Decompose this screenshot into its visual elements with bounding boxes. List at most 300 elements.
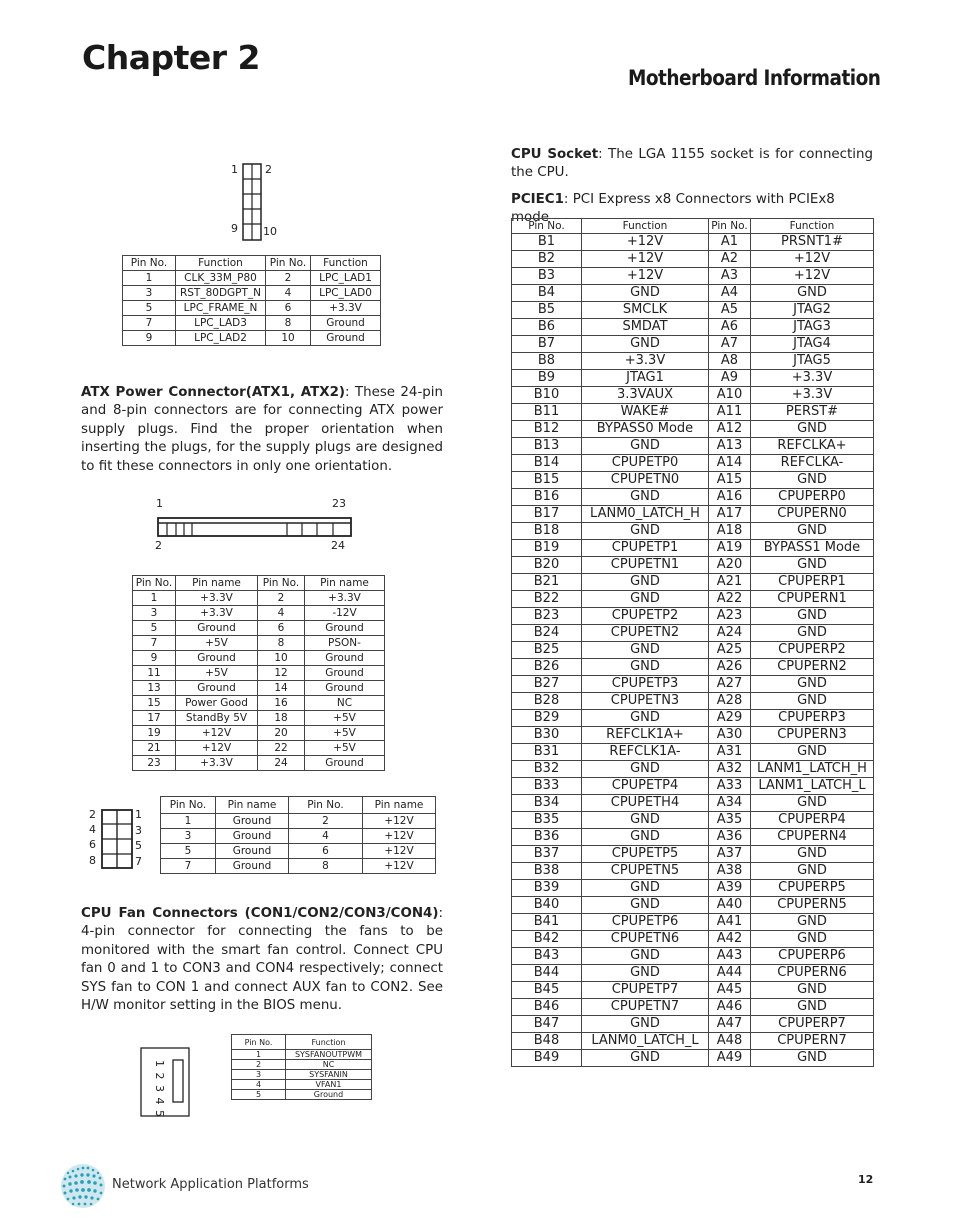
- lpc-pin-table: [122, 255, 381, 346]
- table-cell: 19: [133, 726, 176, 741]
- table-cell: GND: [582, 880, 709, 897]
- table-cell: A21: [709, 574, 751, 591]
- table-row: [512, 523, 874, 540]
- table-cell: B44: [512, 965, 582, 982]
- table-row: [512, 693, 874, 710]
- table-cell: VFAN1: [286, 1080, 372, 1090]
- table-row: [512, 608, 874, 625]
- table-cell: 4: [266, 286, 311, 301]
- table-cell: +3.3V: [305, 591, 385, 606]
- table-cell: CPUPETN2: [582, 625, 709, 642]
- globe-logo-icon: [60, 1163, 106, 1209]
- table-cell: B36: [512, 829, 582, 846]
- table-cell: B38: [512, 863, 582, 880]
- table-cell: A46: [709, 999, 751, 1016]
- table-cell: 14: [258, 681, 305, 696]
- table-cell: A10: [709, 387, 751, 404]
- pin-label: 1: [231, 163, 238, 176]
- table-cell: A19: [709, 540, 751, 557]
- table-cell: SMCLK: [582, 302, 709, 319]
- table-cell: A9: [709, 370, 751, 387]
- table-cell: NC: [286, 1060, 372, 1070]
- table-cell: GND: [751, 608, 874, 625]
- table-row: [512, 404, 874, 421]
- table-cell: B4: [512, 285, 582, 302]
- table-cell: 10: [266, 331, 311, 346]
- table-cell: 6: [289, 844, 363, 859]
- table-cell: A29: [709, 710, 751, 727]
- table-row: [161, 859, 436, 874]
- table-cell: LANM0_LATCH_L: [582, 1033, 709, 1050]
- table-cell: A38: [709, 863, 751, 880]
- table-cell: GND: [582, 574, 709, 591]
- table-cell: A28: [709, 693, 751, 710]
- table-cell: SMDAT: [582, 319, 709, 336]
- table-cell: B16: [512, 489, 582, 506]
- table-cell: Ground: [216, 859, 289, 874]
- table-cell: GND: [582, 948, 709, 965]
- table-cell: GND: [751, 999, 874, 1016]
- table-row: [512, 302, 874, 319]
- table-cell: B30: [512, 727, 582, 744]
- table-cell: A25: [709, 642, 751, 659]
- table-cell: +5V: [176, 636, 258, 651]
- table-row: [512, 659, 874, 676]
- pin-label: 4: [89, 823, 96, 836]
- table-cell: 22: [258, 741, 305, 756]
- table-cell: +12V: [582, 251, 709, 268]
- table-cell: GND: [751, 523, 874, 540]
- table-cell: CPUPERN6: [751, 965, 874, 982]
- table-row: [512, 948, 874, 965]
- table-cell: B49: [512, 1050, 582, 1067]
- table-cell: CPUPERP6: [751, 948, 874, 965]
- pin-label: 9: [231, 222, 238, 235]
- table-cell: A35: [709, 812, 751, 829]
- table-row: [123, 316, 381, 331]
- table-header-row: Pin No. Function Pin No. Function: [512, 219, 874, 234]
- table-header-row: Pin No. Function Pin No. Function: [123, 256, 381, 271]
- fan-pin-table: [231, 1034, 372, 1100]
- table-row: [512, 761, 874, 778]
- table-cell: B23: [512, 608, 582, 625]
- table-cell: A43: [709, 948, 751, 965]
- table-cell: +3.3V: [176, 606, 258, 621]
- table-cell: PRSNT1#: [751, 234, 874, 251]
- table-cell: WAKE#: [582, 404, 709, 421]
- table-cell: B42: [512, 931, 582, 948]
- table-cell: B2: [512, 251, 582, 268]
- table-cell: GND: [751, 557, 874, 574]
- table-cell: +5V: [176, 666, 258, 681]
- table-cell: A30: [709, 727, 751, 744]
- table-cell: CPUPERP2: [751, 642, 874, 659]
- table-cell: B31: [512, 744, 582, 761]
- table-cell: A32: [709, 761, 751, 778]
- table-cell: GND: [582, 965, 709, 982]
- table-cell: +3.3V: [176, 756, 258, 771]
- section-title: Motherboard Information: [628, 66, 881, 90]
- table-cell: B37: [512, 846, 582, 863]
- table-header-row: Pin No. Pin name Pin No. Pin name: [133, 576, 385, 591]
- pin-label: 2: [155, 539, 162, 552]
- table-row: [512, 812, 874, 829]
- fan-paragraph: CPU Fan Connectors (CON1/CON2/CON3/CON4): 4-pin connector for connecting the fans to be monitored with the smart fan control. Connect CPU fan 0 and 1 to CON3 and CON4 respectively; connect SYS fan to CON 1 and connect AUX fan to CON2. See H/W monitor setting in the BIOS menu.: [81, 906, 443, 1014]
- table-row: [512, 829, 874, 846]
- table-cell: CPUPERP7: [751, 1016, 874, 1033]
- table-cell: LPC_LAD0: [311, 286, 381, 301]
- table-row: [232, 1080, 372, 1090]
- table-row: [512, 421, 874, 438]
- table-cell: A47: [709, 1016, 751, 1033]
- table-cell: 15: [133, 696, 176, 711]
- pin-label: 6: [89, 838, 96, 851]
- table-cell: 2: [232, 1060, 286, 1070]
- table-cell: B11: [512, 404, 582, 421]
- table-cell: 3: [161, 829, 216, 844]
- table-cell: B33: [512, 778, 582, 795]
- table-cell: A41: [709, 914, 751, 931]
- table-row: [133, 651, 385, 666]
- table-row: [133, 621, 385, 636]
- table-cell: SYSFANOUTPWM: [286, 1050, 372, 1060]
- table-cell: +12V: [176, 726, 258, 741]
- table-row: [512, 591, 874, 608]
- table-cell: A42: [709, 931, 751, 948]
- table-row: [232, 1070, 372, 1080]
- table-row: [512, 642, 874, 659]
- table-cell: GND: [751, 421, 874, 438]
- table-row: [123, 286, 381, 301]
- table-cell: +12V: [363, 829, 436, 844]
- table-cell: CPUPERN4: [751, 829, 874, 846]
- table-cell: B24: [512, 625, 582, 642]
- pin-label: 24: [331, 539, 345, 552]
- pin-label: 23: [332, 497, 346, 510]
- table-row: [232, 1060, 372, 1070]
- table-cell: CPUPERP3: [751, 710, 874, 727]
- table-row: [512, 863, 874, 880]
- table-row: [133, 756, 385, 771]
- pin-label: 7: [135, 855, 142, 868]
- table-cell: 4: [232, 1080, 286, 1090]
- table-cell: GND: [582, 591, 709, 608]
- table-cell: GND: [751, 914, 874, 931]
- table-cell: CPUPETN0: [582, 472, 709, 489]
- table-cell: A34: [709, 795, 751, 812]
- table-cell: GND: [582, 523, 709, 540]
- table-cell: CPUPERP5: [751, 880, 874, 897]
- table-cell: LPC_FRAME_N: [176, 301, 266, 316]
- table-cell: 3: [232, 1070, 286, 1080]
- table-cell: -12V: [305, 606, 385, 621]
- table-cell: GND: [582, 438, 709, 455]
- table-cell: GND: [582, 336, 709, 353]
- table-row: [133, 591, 385, 606]
- table-cell: B48: [512, 1033, 582, 1050]
- table-cell: GND: [582, 489, 709, 506]
- table-cell: A6: [709, 319, 751, 336]
- table-row: [512, 268, 874, 285]
- table-cell: +12V: [363, 814, 436, 829]
- table-cell: +3.3V: [751, 387, 874, 404]
- table-cell: B43: [512, 948, 582, 965]
- table-cell: GND: [751, 285, 874, 302]
- table-cell: 10: [258, 651, 305, 666]
- table-cell: 5: [232, 1090, 286, 1100]
- table-cell: 5: [123, 301, 176, 316]
- table-cell: A27: [709, 676, 751, 693]
- table-cell: +5V: [305, 726, 385, 741]
- pin-label: 2: [89, 808, 96, 821]
- table-cell: CPUPETP6: [582, 914, 709, 931]
- table-cell: Ground: [311, 331, 381, 346]
- table-row: [512, 880, 874, 897]
- table-cell: 7: [123, 316, 176, 331]
- table-row: [133, 696, 385, 711]
- table-row: [512, 999, 874, 1016]
- pin-label: 1 2 3 4 5: [153, 1060, 166, 1118]
- pciec-pin-table: [511, 218, 874, 1067]
- table-row: [512, 472, 874, 489]
- table-cell: GND: [751, 693, 874, 710]
- table-row: [512, 710, 874, 727]
- table-row: [512, 914, 874, 931]
- table-cell: SYSFANIN: [286, 1070, 372, 1080]
- table-cell: +12V: [751, 251, 874, 268]
- table-row: [512, 574, 874, 591]
- table-header-row: Pin No. Pin name Pin No. Pin name: [161, 797, 436, 814]
- table-cell: CLK_33M_P80: [176, 271, 266, 286]
- table-cell: 7: [161, 859, 216, 874]
- table-cell: GND: [751, 982, 874, 999]
- table-cell: 8: [266, 316, 311, 331]
- table-cell: A17: [709, 506, 751, 523]
- table-cell: A3: [709, 268, 751, 285]
- table-cell: REFCLK1A+: [582, 727, 709, 744]
- table-cell: B41: [512, 914, 582, 931]
- table-cell: B10: [512, 387, 582, 404]
- table-cell: GND: [751, 676, 874, 693]
- table-cell: B1: [512, 234, 582, 251]
- table-cell: CPUPERN3: [751, 727, 874, 744]
- table-cell: B34: [512, 795, 582, 812]
- table-row: [133, 666, 385, 681]
- table-cell: CPUPERN5: [751, 897, 874, 914]
- table-cell: +12V: [751, 268, 874, 285]
- table-cell: B15: [512, 472, 582, 489]
- table-cell: CPUPERP4: [751, 812, 874, 829]
- atx-paragraph: ATX Power Connector(ATX1, ATX2): These 24-pin and 8-pin connectors are for connecting ATX power supply plugs. Find the proper orientation when inserting the plugs, for the supply plugs are designed to fit these connectors in only one orientation.: [81, 385, 443, 474]
- pin-label: 10: [263, 225, 277, 238]
- table-cell: BYPASS0 Mode: [582, 421, 709, 438]
- table-header-row: Pin No. Function: [232, 1035, 372, 1050]
- table-cell: 2: [266, 271, 311, 286]
- table-cell: 13: [133, 681, 176, 696]
- table-row: [232, 1050, 372, 1060]
- table-cell: B12: [512, 421, 582, 438]
- table-row: [512, 438, 874, 455]
- table-cell: B7: [512, 336, 582, 353]
- table-row: [512, 982, 874, 999]
- table-cell: A13: [709, 438, 751, 455]
- table-cell: +12V: [363, 844, 436, 859]
- table-row: [512, 625, 874, 642]
- divider: [122, 345, 380, 346]
- table-cell: GND: [751, 472, 874, 489]
- table-row: [512, 676, 874, 693]
- table-cell: B20: [512, 557, 582, 574]
- table-cell: CPUPETN3: [582, 693, 709, 710]
- table-cell: A49: [709, 1050, 751, 1067]
- table-cell: 5: [161, 844, 216, 859]
- table-row: [161, 814, 436, 829]
- table-row: [133, 711, 385, 726]
- table-cell: 7: [133, 636, 176, 651]
- table-row: [512, 931, 874, 948]
- table-cell: CPUPETH4: [582, 795, 709, 812]
- table-cell: B25: [512, 642, 582, 659]
- table-cell: +5V: [305, 711, 385, 726]
- table-cell: GND: [582, 829, 709, 846]
- table-cell: A33: [709, 778, 751, 795]
- table-cell: +5V: [305, 741, 385, 756]
- table-cell: 9: [123, 331, 176, 346]
- table-cell: B18: [512, 523, 582, 540]
- table-cell: REFCLKA+: [751, 438, 874, 455]
- table-cell: PERST#: [751, 404, 874, 421]
- table-row: [512, 557, 874, 574]
- table-cell: B9: [512, 370, 582, 387]
- table-cell: B21: [512, 574, 582, 591]
- table-cell: A15: [709, 472, 751, 489]
- table-cell: CPUPETP4: [582, 778, 709, 795]
- table-cell: CPUPETP1: [582, 540, 709, 557]
- table-cell: GND: [751, 795, 874, 812]
- table-cell: A14: [709, 455, 751, 472]
- table-cell: B17: [512, 506, 582, 523]
- table-cell: 18: [258, 711, 305, 726]
- table-cell: Ground: [311, 316, 381, 331]
- table-cell: A16: [709, 489, 751, 506]
- table-cell: B5: [512, 302, 582, 319]
- table-cell: 4: [289, 829, 363, 844]
- page-number: 12: [858, 1173, 874, 1186]
- table-cell: JTAG2: [751, 302, 874, 319]
- table-cell: Ground: [305, 621, 385, 636]
- footer-text: Network Application Platforms: [112, 1177, 309, 1192]
- table-cell: Power Good: [176, 696, 258, 711]
- table-cell: Ground: [305, 756, 385, 771]
- table-cell: 8: [258, 636, 305, 651]
- table-row: [512, 506, 874, 523]
- table-cell: LANM0_LATCH_H: [582, 506, 709, 523]
- table-row: [512, 234, 874, 251]
- table-cell: +12V: [582, 268, 709, 285]
- table-cell: 4: [258, 606, 305, 621]
- table-row: [161, 829, 436, 844]
- lpc-connector-icon: [242, 163, 262, 241]
- table-cell: +3.3V: [311, 301, 381, 316]
- table-cell: B19: [512, 540, 582, 557]
- table-cell: CPUPETP3: [582, 676, 709, 693]
- table-row: [133, 681, 385, 696]
- table-cell: GND: [582, 659, 709, 676]
- atx24-pin-table: [132, 575, 385, 771]
- atx8-pin-table: [160, 796, 436, 874]
- table-cell: +3.3V: [582, 353, 709, 370]
- table-cell: Ground: [176, 651, 258, 666]
- table-cell: 11: [133, 666, 176, 681]
- table-cell: B27: [512, 676, 582, 693]
- table-cell: A22: [709, 591, 751, 608]
- table-cell: 6: [258, 621, 305, 636]
- table-row: [512, 251, 874, 268]
- table-row: [512, 1033, 874, 1050]
- table-cell: GND: [582, 642, 709, 659]
- pin-label: 5: [135, 839, 142, 852]
- table-cell: Ground: [305, 666, 385, 681]
- table-cell: CPUPETP7: [582, 982, 709, 999]
- table-cell: B6: [512, 319, 582, 336]
- table-cell: 1: [123, 271, 176, 286]
- table-cell: A48: [709, 1033, 751, 1050]
- table-cell: 23: [133, 756, 176, 771]
- table-row: [512, 965, 874, 982]
- table-cell: GND: [582, 761, 709, 778]
- table-cell: 2: [258, 591, 305, 606]
- pin-label: 1: [156, 497, 163, 510]
- table-cell: A1: [709, 234, 751, 251]
- table-cell: A24: [709, 625, 751, 642]
- table-cell: Ground: [216, 844, 289, 859]
- table-cell: A12: [709, 421, 751, 438]
- table-cell: 1: [133, 591, 176, 606]
- table-cell: A4: [709, 285, 751, 302]
- table-cell: 3: [123, 286, 176, 301]
- table-cell: 9: [133, 651, 176, 666]
- atx8-connector-icon: [100, 808, 134, 870]
- table-cell: B35: [512, 812, 582, 829]
- chapter-title: Chapter 2: [82, 38, 260, 77]
- table-cell: GND: [751, 744, 874, 761]
- table-row: [123, 331, 381, 346]
- table-cell: B8: [512, 353, 582, 370]
- table-cell: B47: [512, 1016, 582, 1033]
- table-cell: A40: [709, 897, 751, 914]
- table-row: [512, 1050, 874, 1067]
- table-cell: GND: [751, 625, 874, 642]
- table-cell: CPUPERN0: [751, 506, 874, 523]
- table-row: [133, 726, 385, 741]
- pciec-paragraph: PCIEC1: PCI Express x8 Connectors with PCIEx8 mode: [511, 192, 835, 226]
- table-cell: B39: [512, 880, 582, 897]
- table-cell: GND: [582, 710, 709, 727]
- table-cell: 17: [133, 711, 176, 726]
- table-cell: PSON-: [305, 636, 385, 651]
- table-cell: JTAG4: [751, 336, 874, 353]
- table-cell: +12V: [363, 859, 436, 874]
- table-cell: CPUPERP0: [751, 489, 874, 506]
- table-row: [512, 897, 874, 914]
- table-row: [512, 489, 874, 506]
- table-cell: 5: [133, 621, 176, 636]
- table-cell: +12V: [176, 741, 258, 756]
- table-cell: GND: [582, 285, 709, 302]
- table-row: [161, 844, 436, 859]
- table-cell: 20: [258, 726, 305, 741]
- table-cell: A18: [709, 523, 751, 540]
